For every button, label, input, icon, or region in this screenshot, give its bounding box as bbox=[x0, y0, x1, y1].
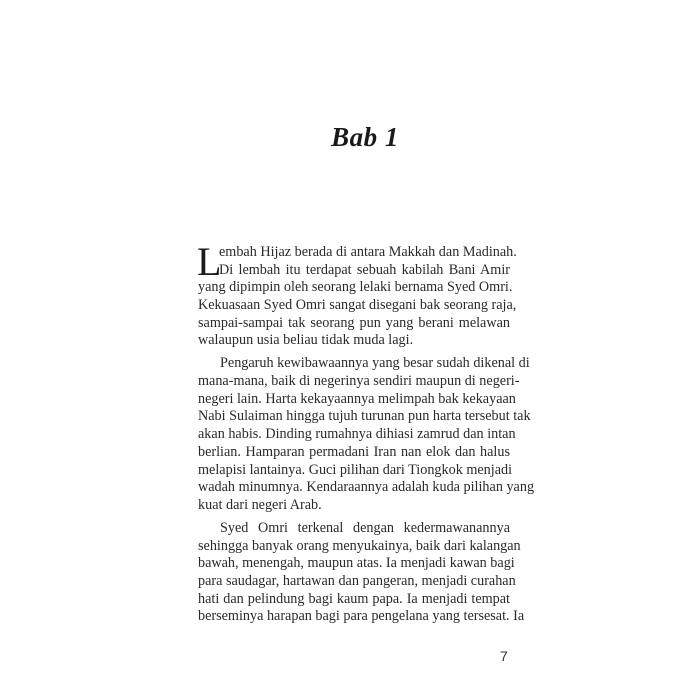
chapter-title: Bab 1 bbox=[331, 122, 399, 152]
text-line: sehingga banyak orang menyukainya, baik dari kalangan bbox=[198, 537, 521, 554]
text-line: negeri lain. Harta kekayaannya melimpah bak kekayaan bbox=[198, 390, 516, 407]
text-line: bawah, menengah, maupun atas. Ia menjadi kawan bagi bbox=[198, 555, 515, 572]
text-line: Di lembah itu terdapat sebuah kabilah Bani Amir bbox=[219, 261, 510, 278]
text-line: para saudagar, hartawan dan pangeran, menjadi curahan bbox=[198, 572, 516, 589]
text-line: Nabi Sulaiman hingga tujuh turunan pun harta tersebut tak bbox=[198, 408, 531, 425]
text-line: berseminya harapan bagi para pengelana yang tersesat. Ia bbox=[198, 608, 525, 625]
paragraph-2 bbox=[198, 355, 535, 514]
text-line: Pengaruh kewibawaannya yang besar sudah dikenal di bbox=[220, 355, 530, 372]
text-line: yang dipimpin oleh seorang lelaki bernama Syed Omri. bbox=[198, 279, 513, 296]
text-line: kuat dari negeri Arab. bbox=[198, 496, 322, 513]
text-line: Kekuasaan Syed Omri sangat disegani bak seorang raja, bbox=[198, 297, 517, 314]
text-line: embah Hijaz berada di antara Makkah dan Madinah. bbox=[219, 244, 517, 260]
body-text bbox=[197, 239, 535, 631]
paragraph-1 bbox=[197, 239, 517, 350]
text-line: Syed Omri terkenal dengan kedermawanannya bbox=[220, 519, 510, 536]
page-number: 7 bbox=[500, 648, 508, 664]
text-line: melapisi lantainya. Guci pilihan dari Tiongkok menjadi bbox=[198, 461, 513, 478]
text-line: walaupun usia beliau tidak muda lagi. bbox=[198, 332, 414, 349]
drop-cap: L bbox=[197, 239, 222, 284]
paragraph-3 bbox=[198, 519, 525, 626]
text-line: mana-mana, baik di negerinya sendiri maupun di negeri- bbox=[198, 373, 520, 390]
text-line: sampai-sampai tak seorang pun yang berani melawan bbox=[198, 314, 510, 331]
text-line: wadah minumnya. Kendaraannya adalah kuda pilihan yang bbox=[198, 479, 535, 496]
text-line: hati dan pelindung bagi kaum papa. Ia menjadi tempat bbox=[198, 590, 510, 607]
text-line: akan habis. Dinding rumahnya dihiasi zamrud dan intan bbox=[198, 426, 516, 443]
text-line: berlian. Hamparan permadani Iran nan elok dan halus bbox=[198, 443, 510, 460]
